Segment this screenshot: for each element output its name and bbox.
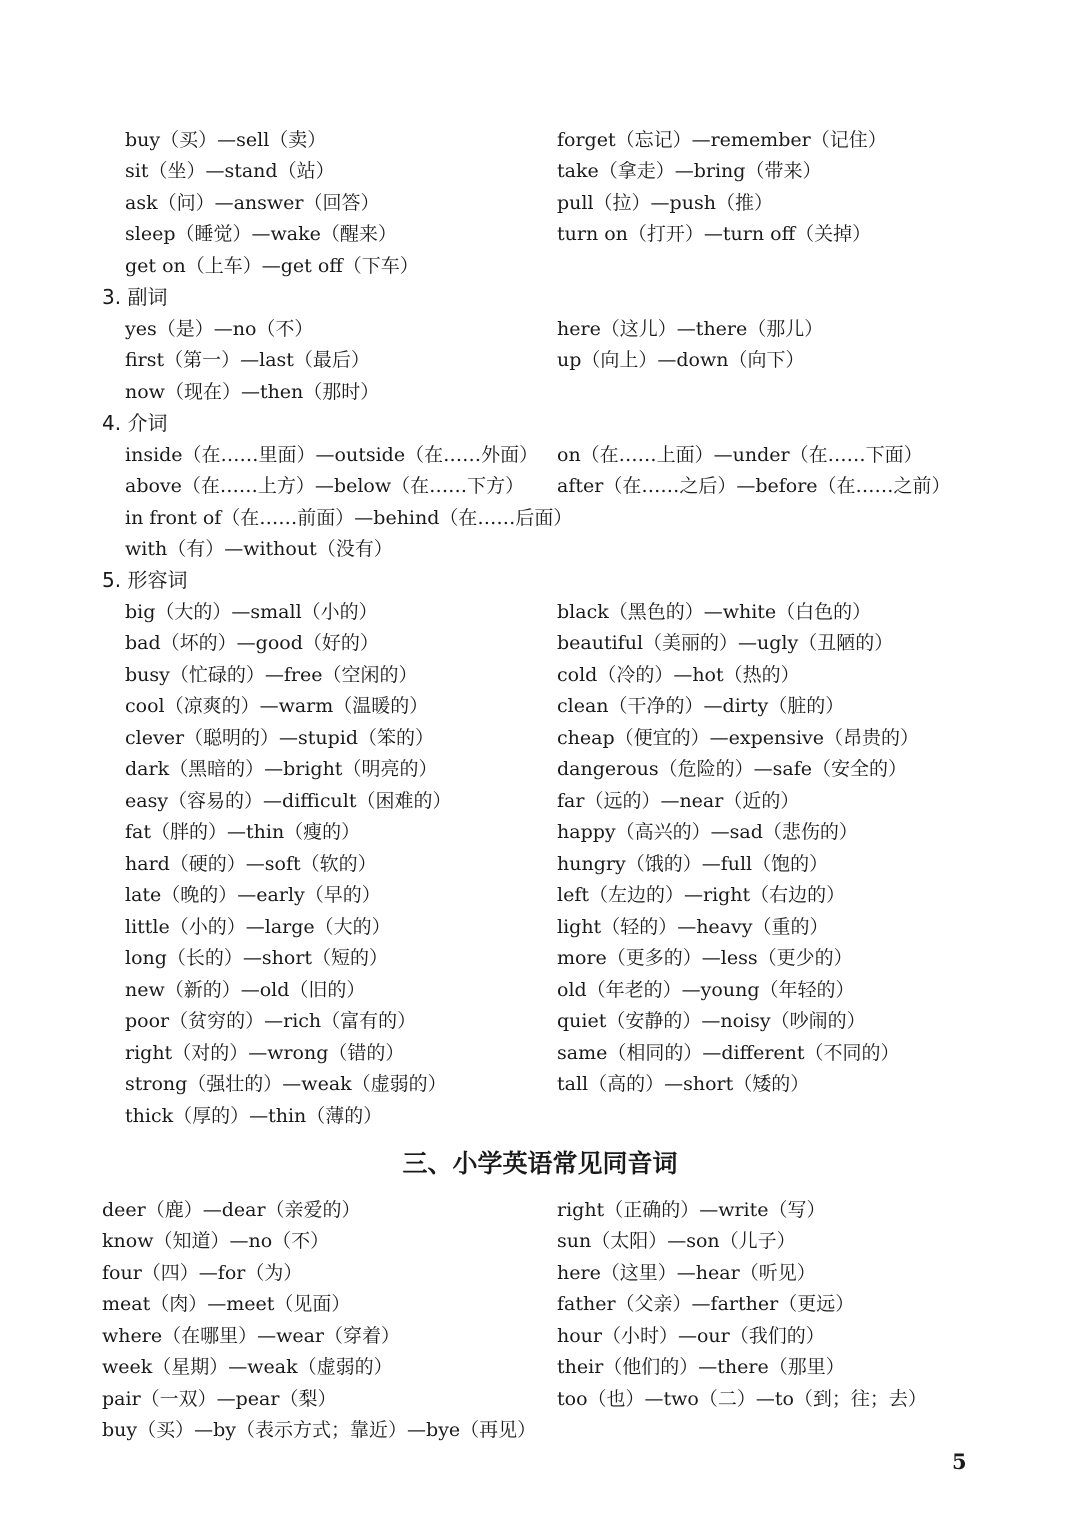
verb-pair: forget（忘记）—remember（记住） xyxy=(557,129,887,151)
adjective-pair: easy（容易的）—difficult（困难的） xyxy=(125,790,452,812)
adverb-pair: yes（是）—no（不） xyxy=(125,318,314,340)
adjective-pair: quiet（安静的）—noisy（吵闹的） xyxy=(557,1010,866,1032)
adjective-pair: far（远的）—near（近的） xyxy=(557,790,800,812)
homophone-group: hour（小时）—our（我们的） xyxy=(557,1325,825,1347)
homophone-group: know（知道）—no（不） xyxy=(102,1230,330,1252)
adjective-pair: more（更多的）—less（更少的） xyxy=(557,947,853,969)
preposition-pair: with（有）—without（没有） xyxy=(125,538,393,560)
verb-pair: sleep（睡觉）—wake（醒来） xyxy=(125,223,397,245)
adverb-pair: now（现在）—then（那时） xyxy=(125,381,380,403)
homophone-group: father（父亲）—farther（更远） xyxy=(557,1293,855,1315)
homophone-group: their（他们的）—there（那里） xyxy=(557,1356,845,1378)
homophone-group: deer（鹿）—dear（亲爱的） xyxy=(102,1199,361,1221)
homophone-group: four（四）—for（为） xyxy=(102,1262,303,1284)
homophone-group: meat（肉）—meet（见面） xyxy=(102,1293,351,1315)
adjective-pair: poor（贫穷的）—rich（富有的） xyxy=(125,1010,417,1032)
adjective-pair: dark（黑暗的）—bright（明亮的） xyxy=(125,758,438,780)
verb-pair: get on（上车）—get off（下车） xyxy=(125,255,419,277)
homophone-group: buy（买）—by（表示方式；靠近）—bye（再见） xyxy=(102,1419,537,1441)
adjective-pair: dangerous（危险的）—safe（安全的） xyxy=(557,758,907,780)
homophone-group: week（星期）—weak（虚弱的） xyxy=(102,1356,393,1378)
adjective-pair: long（长的）—short（短的） xyxy=(125,947,389,969)
adjective-pair: old（年老的）—young（年轻的） xyxy=(557,979,855,1001)
adjective-pair: cool（凉爽的）—warm（温暖的） xyxy=(125,695,429,717)
preposition-pair: in front of（在……前面）—behind（在……后面） xyxy=(125,507,573,529)
adjective-pair: thick（厚的）—thin（薄的） xyxy=(125,1105,383,1127)
verb-pair: ask（问）—answer（回答） xyxy=(125,192,380,214)
adjective-pair: light（轻的）—heavy（重的） xyxy=(557,916,829,938)
verb-pair: turn on（打开）—turn off（关掉） xyxy=(557,223,872,245)
adjective-pair: big（大的）—small（小的） xyxy=(125,601,378,623)
preposition-pair: inside（在……里面）—outside（在……外面） xyxy=(125,444,539,466)
adjective-pair: cold（冷的）—hot（热的） xyxy=(557,664,800,686)
homophone-group: pair（一双）—pear（梨） xyxy=(102,1388,337,1410)
adjective-pair: late（晚的）—early（早的） xyxy=(125,884,381,906)
adjective-pair: little（小的）—large（大的） xyxy=(125,916,391,938)
verb-pair: take（拿走）—bring（带来） xyxy=(557,160,822,182)
adjective-pair: black（黑色的）—white（白色的） xyxy=(557,601,872,623)
homophone-group: here（这里）—hear（听见） xyxy=(557,1262,816,1284)
adverb-pair: here（这儿）—there（那儿） xyxy=(557,318,824,340)
adjective-pair: hard（硬的）—soft（软的） xyxy=(125,853,377,875)
adjective-pair: right（对的）—wrong（错的） xyxy=(125,1042,405,1064)
preposition-pair: on（在……上面）—under（在……下面） xyxy=(557,444,923,466)
adjective-pair: strong（强壮的）—weak（虚弱的） xyxy=(125,1073,447,1095)
adjective-pair: clever（聪明的）—stupid（笨的） xyxy=(125,727,435,749)
adjective-pair: left（左边的）—right（右边的） xyxy=(557,884,846,906)
section-heading-prepositions: 4. 介词 xyxy=(102,411,168,435)
adjective-pair: cheap（便宜的）—expensive（昂贵的） xyxy=(557,727,920,749)
adjective-pair: new（新的）—old（旧的） xyxy=(125,979,366,1001)
adverb-pair: up（向上）—down（向下） xyxy=(557,349,805,371)
homophone-group: where（在哪里）—wear（穿着） xyxy=(102,1325,400,1347)
adjective-pair: hungry（饿的）—full（饱的） xyxy=(557,853,829,875)
adjective-pair: tall（高的）—short（矮的） xyxy=(557,1073,810,1095)
adverb-pair: first（第一）—last（最后） xyxy=(125,349,370,371)
homophone-group: too（也）—two（二）—to（到；往；去） xyxy=(557,1388,927,1410)
homophone-group: right（正确的）—write（写） xyxy=(557,1199,826,1221)
adjective-pair: bad（坏的）—good（好的） xyxy=(125,632,379,654)
adjective-pair: fat（胖的）—thin（瘦的） xyxy=(125,821,361,843)
adjective-pair: busy（忙碌的）—free（空闲的） xyxy=(125,664,418,686)
verb-pair: pull（拉）—push（推） xyxy=(557,192,773,214)
page-number: 5 xyxy=(952,1449,967,1474)
adjective-pair: beautiful（美丽的）—ugly（丑陋的） xyxy=(557,632,894,654)
preposition-pair: above（在……上方）—below（在……下方） xyxy=(125,475,525,497)
adjective-pair: same（相同的）—different（不同的） xyxy=(557,1042,900,1064)
section-heading-adjectives: 5. 形容词 xyxy=(102,568,188,592)
homophone-group: sun（太阳）—son（儿子） xyxy=(557,1230,796,1252)
verb-pair: sit（坐）—stand（站） xyxy=(125,160,335,182)
adjective-pair: clean（干净的）—dirty（脏的） xyxy=(557,695,845,717)
preposition-pair: after（在……之后）—before（在……之前） xyxy=(557,475,951,497)
adjective-pair: happy（高兴的）—sad（悲伤的） xyxy=(557,821,858,843)
section-heading-adverbs: 3. 副词 xyxy=(102,285,168,309)
section-title-homophones: 三、小学英语常见同音词 xyxy=(402,1149,678,1178)
verb-pair: buy（买）—sell（卖） xyxy=(125,129,327,151)
